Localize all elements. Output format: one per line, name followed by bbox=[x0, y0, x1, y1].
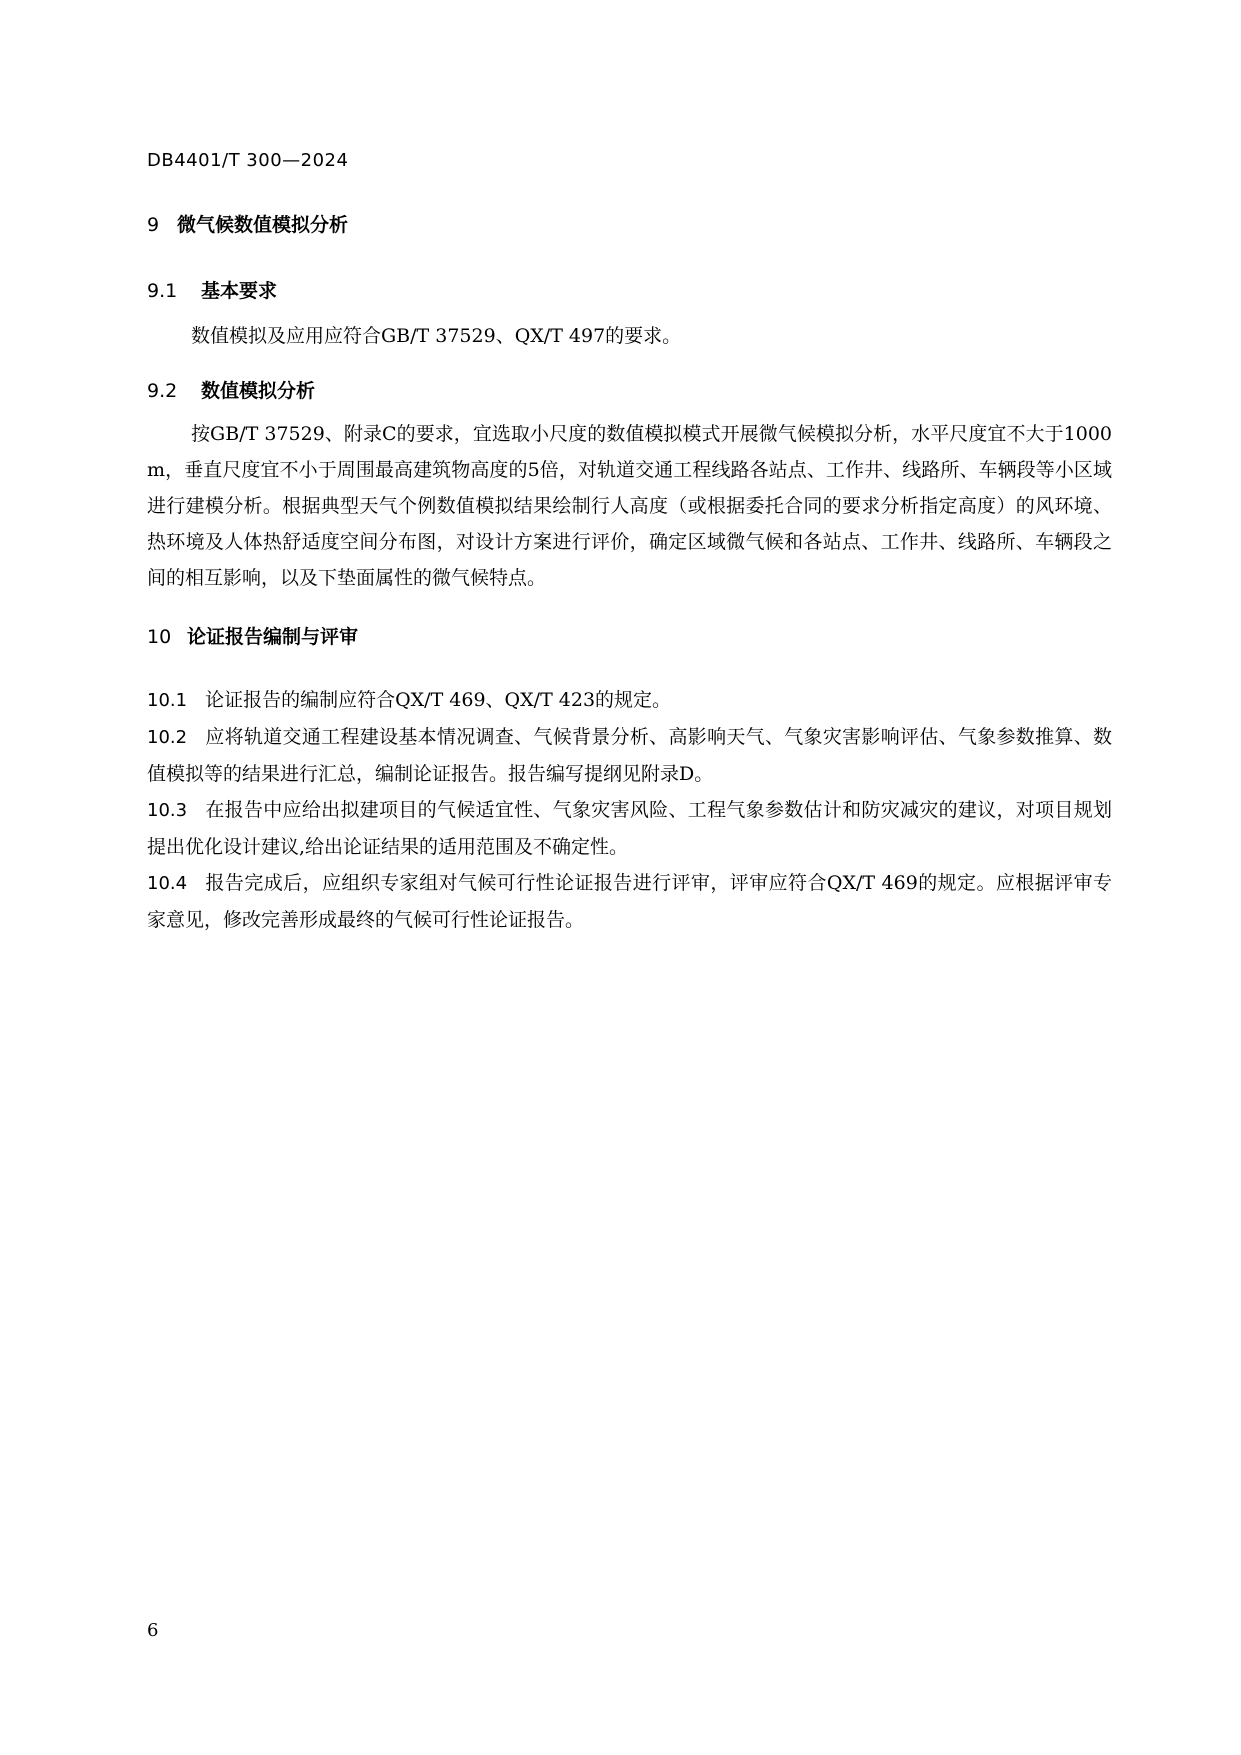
page-number: 6 bbox=[147, 1620, 159, 1641]
section-9-title: 微气候数值模拟分析 bbox=[177, 214, 349, 236]
subsection-9-2-number: 9.2 bbox=[147, 380, 178, 402]
section-10-title: 论证报告编制与评审 bbox=[187, 626, 359, 648]
clause-10-4-text: 报告完成后，应组织专家组对气候可行性论证报告进行评审，评审应符合QX/T 469的规定。应根据评审专家意见，修改完善形成最终的气候可行性论证报告。 bbox=[147, 872, 1112, 931]
subsection-9-1-heading bbox=[147, 276, 277, 303]
document-code: DB4401/T 300—2024 bbox=[147, 150, 349, 171]
clause-10-1-number: 10.1 bbox=[147, 690, 188, 711]
clause-10-2-number: 10.2 bbox=[147, 727, 188, 748]
subsection-9-1-text: 数值模拟及应用应符合GB/T 37529、QX/T 497的要求。 bbox=[191, 325, 682, 347]
section-9-number: 9 bbox=[147, 214, 160, 236]
section-10-number: 10 bbox=[147, 626, 172, 648]
clause-10-4-number: 10.4 bbox=[147, 873, 188, 894]
subsection-9-1-number: 9.1 bbox=[147, 280, 178, 302]
clause-10-1-text: 论证报告的编制应符合QX/T 469、QX/T 423的规定。 bbox=[205, 689, 672, 711]
clause-10-3-text: 在报告中应给出拟建项目的气候适宜性、气象灾害风险、工程气象参数估计和防灾减灾的建议，对项目规划提出优化设计建议,给出论证结果的适用范围及不确定性。 bbox=[147, 799, 1112, 858]
section-9-heading bbox=[147, 210, 348, 237]
clause-10-2-text: 应将轨道交通工程建设基本情况调查、气候背景分析、高影响天气、气象灾害影响评估、气象参数推算、数值模拟等的结果进行汇总，编制论证报告。报告编写提纲见附录D。 bbox=[147, 726, 1112, 785]
clause-10-3 bbox=[147, 792, 1112, 865]
subsection-9-2-heading bbox=[147, 376, 315, 403]
clause-10-4 bbox=[147, 865, 1112, 938]
subsection-9-2-title: 数值模拟分析 bbox=[201, 380, 316, 402]
section-10-heading bbox=[147, 622, 358, 649]
clause-10-2 bbox=[147, 719, 1112, 792]
subsection-9-2-text: 按GB/T 37529、附录C的要求，宜选取小尺度的数值模拟模式开展微气候模拟分析，水平尺度宜不大于1000 m，垂直尺度宜不小于周围最高建筑物高度的5倍，对轨道交通工程线路各站点、工作井、线路所、车辆段等小区域进行建模分析。根据典型天气个例数值模拟结果绘制行人高度（或根据委托合同的要求分析指定高度）的风环境、热环境及人体热舒适度空间分布图，对设计方案进行评价，确定区域微气候和各站点、工作井、线路所、车辆段之间的相互影响，以及下垫面属性的微气候特点。 bbox=[147, 423, 1112, 589]
section-10-clauses bbox=[147, 682, 1112, 938]
subsection-9-1-title: 基本要求 bbox=[201, 280, 278, 302]
clause-10-1 bbox=[147, 682, 1112, 719]
clause-10-3-number: 10.3 bbox=[147, 800, 188, 821]
